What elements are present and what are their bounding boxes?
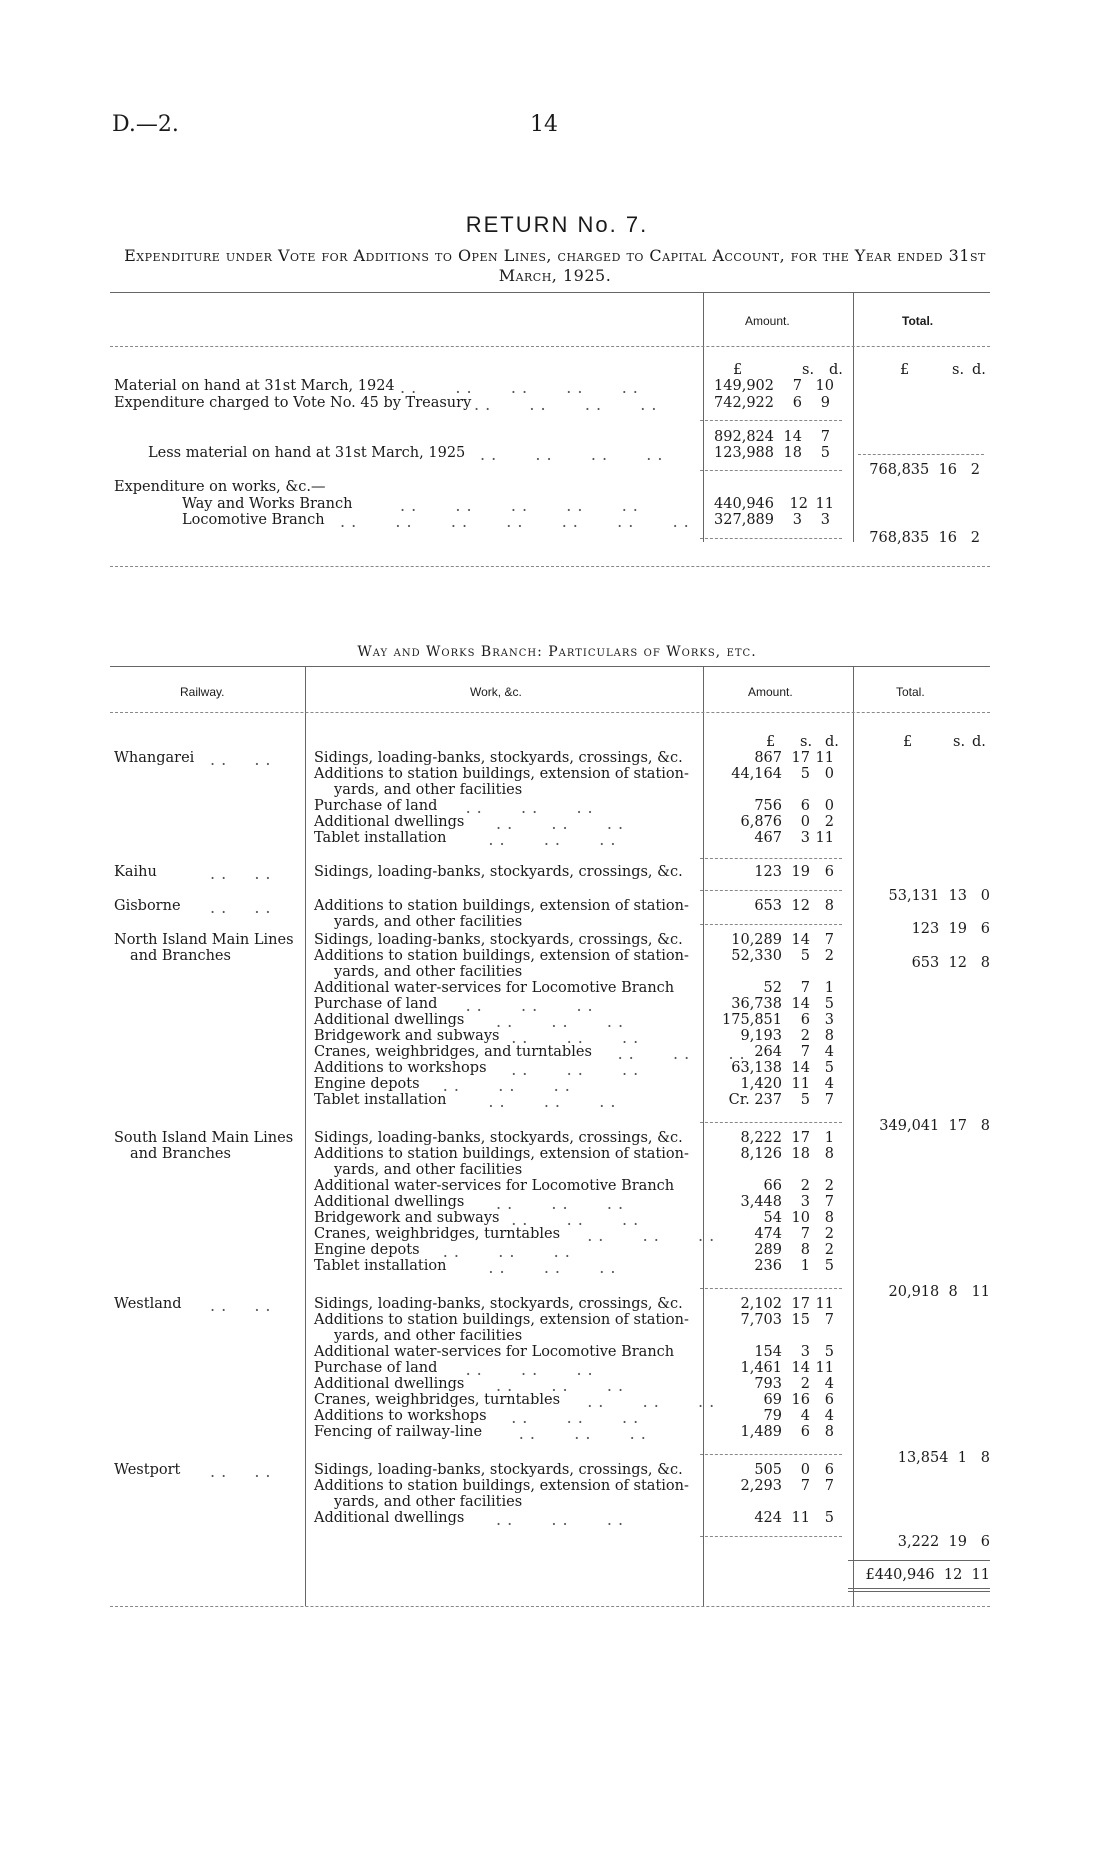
summary-row: Material on hand at 31st March, 1924 .. .. .. .. .. 149,902 7 10 — [114, 378, 834, 397]
amount-pence: 11 — [815, 1360, 834, 1376]
amount-pounds: 264 — [754, 1044, 782, 1060]
table-row: Cranes, weighbridges, turntables .. .. .. 69 16 6 — [314, 1392, 834, 1411]
work-description: Sidings, loading-banks, stockyards, crossings, &c. — [314, 932, 683, 948]
branch-total: 13,854 1 8 — [897, 1450, 990, 1466]
work-description: Additions to station buildings, extension of station- — [314, 898, 689, 914]
amount-shillings: 15 — [791, 1312, 810, 1328]
amount-pounds: 52,330 — [731, 948, 782, 964]
amount-pence: 2 — [824, 1242, 834, 1258]
section-title: Way and Works Branch: Particulars of Works, etc. — [357, 644, 757, 660]
table-row: Tablet installation .. .. .. 236 1 5 — [314, 1258, 834, 1277]
table-row: Engine depots .. .. .. 1,420 11 4 — [314, 1076, 834, 1095]
work-description: Tablet installation — [314, 1258, 447, 1274]
amount-shillings: 6 — [800, 1012, 810, 1028]
amount-shillings: 16 — [791, 1392, 810, 1408]
work-description: Sidings, loading-banks, stockyards, crossings, &c. — [314, 750, 683, 766]
amount-pence: 5 — [824, 1258, 834, 1274]
amount-pounds: 2,293 — [740, 1478, 782, 1494]
amount-pence: 2 — [824, 1178, 834, 1194]
table-row: Cranes, weighbridges, and turntables .. .. .. 264 7 4 — [314, 1044, 834, 1063]
amount-pounds: 123 — [754, 864, 782, 880]
amount-shillings: 7 — [800, 980, 810, 996]
railway-name: and Branches — [130, 1146, 231, 1162]
total-header: Total. — [896, 685, 925, 699]
table-row: Kaihu .. .. Sidings, loading-banks, stockyards, crossings, &c. 123 19 6 — [114, 864, 834, 883]
summary-row: Way and Works Branch .. .. .. .. .. 440,946 12 11 — [182, 496, 834, 515]
summary-label: Locomotive Branch — [182, 512, 325, 528]
table-row: Westport .. .. Sidings, loading-banks, stockyards, crossings, &c. 505 0 6 — [114, 1462, 834, 1481]
summary-row: Less material on hand at 31st March, 1925 .. .. .. .. 123,988 18 5 — [148, 445, 830, 464]
amount-shillings: 8 — [800, 1242, 810, 1258]
table-row — [0, 1162, 1114, 1179]
table-row: Engine depots .. .. .. 289 8 2 — [314, 1242, 834, 1261]
amount-pounds: 36,738 — [731, 996, 782, 1012]
railway-name: Westport — [114, 1462, 181, 1478]
work-description: Sidings, loading-banks, stockyards, crossings, &c. — [314, 864, 683, 880]
table-row: Additional dwellings .. .. .. 6,876 0 2 — [314, 814, 834, 833]
amount-shillings: 3 — [800, 1344, 810, 1360]
amount-pence: 8 — [824, 1210, 834, 1226]
amount-pence: 1 — [824, 980, 834, 996]
amount-shillings: 14 — [791, 932, 810, 948]
amount-pounds: 2,102 — [740, 1296, 782, 1312]
summary-pence: 7 — [820, 429, 830, 445]
summary-pence: 10 — [815, 378, 834, 394]
summary-label: Material on hand at 31st March, 1924 — [114, 378, 395, 394]
amount-shillings: 3 — [800, 830, 810, 846]
amount-shillings: 14 — [791, 1060, 810, 1076]
amount-pence: 6 — [824, 864, 834, 880]
amount-shillings: 6 — [800, 798, 810, 814]
amount-pounds: 1,461 — [740, 1360, 782, 1376]
work-description: Additions to station buildings, extension of station- — [314, 1478, 689, 1494]
table-row: Whangarei .. .. Sidings, loading-banks, stockyards, crossings, &c. 867 17 11 — [114, 750, 834, 769]
amount-pence: 0 — [824, 766, 834, 782]
summary-total-unit-pence: d. — [972, 362, 986, 378]
amount-pounds: 7,703 — [740, 1312, 782, 1328]
work-description: yards, and other facilities — [334, 1328, 523, 1344]
railway-name: North Island Main Lines — [114, 932, 294, 948]
amount-pence: 5 — [824, 1344, 834, 1360]
amount-pence: 4 — [824, 1076, 834, 1092]
amount-shillings: 6 — [800, 1424, 810, 1440]
table-row: Cranes, weighbridges, turntables .. .. .. 474 7 2 — [314, 1226, 834, 1245]
work-description: Additional dwellings — [314, 1376, 465, 1392]
amount-shillings: 1 — [800, 1258, 810, 1274]
summary-total-2: 768,835 16 2 — [869, 530, 980, 546]
work-description: Additional water-services for Locomotive Branch — [314, 1344, 675, 1360]
summary-pounds: 149,902 — [714, 378, 774, 394]
amount-pounds: 8,126 — [740, 1146, 782, 1162]
railway-name: South Island Main Lines — [114, 1130, 294, 1146]
amount-pounds: 653 — [754, 898, 782, 914]
amount-shillings: 5 — [800, 1092, 810, 1108]
work-description: Additions to station buildings, extension of station- — [314, 948, 689, 964]
amount-pence: 6 — [824, 1392, 834, 1408]
amount-shillings: 0 — [800, 814, 810, 830]
work-description: Sidings, loading-banks, stockyards, crossings, &c. — [314, 1462, 683, 1478]
table-row: Westland .. .. Sidings, loading-banks, stockyards, crossings, &c. 2,102 17 11 — [114, 1296, 834, 1315]
amount-shillings: 7 — [800, 1226, 810, 1242]
work-description: yards, and other facilities — [334, 1494, 523, 1510]
summary-pence: 9 — [820, 395, 830, 411]
summary-label: Expenditure charged to Vote No. 45 by Treasury — [114, 395, 472, 411]
amount-shillings: 11 — [791, 1076, 810, 1092]
amount-shillings: 10 — [791, 1210, 810, 1226]
work-description: Fencing of railway-line — [314, 1424, 483, 1440]
amount-pence: 1 — [824, 1130, 834, 1146]
summary-pence: 3 — [820, 512, 830, 528]
amount-shillings: 3 — [800, 1194, 810, 1210]
table-row — [0, 1478, 1114, 1495]
amount-pounds: 6,876 — [740, 814, 782, 830]
amount-pounds: 63,138 — [731, 1060, 782, 1076]
summary-pence: 11 — [815, 496, 834, 512]
work-description: Engine depots — [314, 1076, 420, 1092]
work-description: Additions to workshops — [314, 1060, 487, 1076]
work-description: Purchase of land — [314, 798, 438, 814]
unit-pence: d. — [825, 734, 839, 750]
amount-pence: 8 — [824, 898, 834, 914]
summary-label: Way and Works Branch — [182, 496, 353, 512]
table-row: Tablet installation .. .. .. Cr. 237 5 7 — [314, 1092, 834, 1111]
table-row — [0, 1312, 1114, 1329]
return-subtitle: Expenditure under Vote for Additions to Open Lines, charged to Capital Account, for the Year ended 31st March, 1925. — [124, 246, 986, 285]
amount-pence: 5 — [824, 1510, 834, 1526]
work-description: Purchase of land — [314, 996, 438, 1012]
amount-pence: 11 — [815, 1296, 834, 1312]
amount-shillings: 4 — [800, 1408, 810, 1424]
work-description: yards, and other facilities — [334, 964, 523, 980]
branch-total: 349,041 17 8 — [879, 1118, 990, 1134]
amount-pence: 8 — [824, 1146, 834, 1162]
amount-pounds: 289 — [754, 1242, 782, 1258]
work-description: Engine depots — [314, 1242, 420, 1258]
amount-shillings: 5 — [800, 766, 810, 782]
amount-pence: 8 — [824, 1424, 834, 1440]
unit-pound: £ — [766, 734, 776, 750]
amount-shillings: 17 — [791, 750, 810, 766]
amount-pounds: 236 — [754, 1258, 782, 1274]
table-row: Bridgework and subways .. .. .. 9,193 2 8 — [314, 1028, 834, 1047]
summary-unit-shilling: s. — [802, 362, 815, 378]
page-number: 14 — [530, 112, 558, 137]
table-row: Fencing of railway-line .. .. .. 1,489 6 8 — [314, 1424, 834, 1443]
amount-pounds: 9,193 — [740, 1028, 782, 1044]
work-description: Cranes, weighbridges, and turntables — [314, 1044, 592, 1060]
total-unit-pence: d. — [972, 734, 986, 750]
amount-pounds: 474 — [754, 1226, 782, 1242]
amount-pounds: 8,222 — [740, 1130, 782, 1146]
amount-pounds: 52 — [763, 980, 782, 996]
work-description: Sidings, loading-banks, stockyards, crossings, &c. — [314, 1296, 683, 1312]
summary-total-unit-pound: £ — [900, 362, 910, 378]
summary-shillings: 7 — [792, 378, 802, 394]
summary-amount-header: Amount. — [745, 314, 790, 328]
amount-shillings: 14 — [791, 996, 810, 1012]
branch-total: 53,131 13 0 — [888, 888, 990, 904]
table-row — [0, 1494, 1114, 1511]
table-row: Additions to workshops .. .. .. 79 4 4 — [314, 1408, 834, 1427]
amount-pence: 0 — [824, 798, 834, 814]
work-description: Additional dwellings — [314, 814, 465, 830]
table-row — [0, 782, 1114, 799]
amount-shillings: 2 — [800, 1376, 810, 1392]
work-description: yards, and other facilities — [334, 914, 523, 930]
summary-row: Locomotive Branch .. .. .. .. .. .. .. 327,889 3 3 — [182, 512, 830, 531]
table-row: Tablet installation .. .. .. 467 3 11 — [314, 830, 834, 849]
table-row: Purchase of land .. .. .. 36,738 14 5 — [314, 996, 834, 1015]
amount-shillings: 18 — [791, 1146, 810, 1162]
work-description: Additional water-services for Locomotive Branch — [314, 980, 675, 996]
table-row: Purchase of land .. .. .. 1,461 14 11 — [314, 1360, 834, 1379]
amount-pence: 3 — [824, 1012, 834, 1028]
railway-name: Westland — [114, 1296, 182, 1312]
amount-shillings: 5 — [800, 948, 810, 964]
summary-unit-pence: d. — [829, 362, 843, 378]
amount-pence: 7 — [824, 1312, 834, 1328]
amount-pence: 6 — [824, 1462, 834, 1478]
summary-pounds: 742,922 — [714, 395, 774, 411]
work-description: Additional water-services for Locomotive Branch — [314, 1178, 675, 1194]
work-description: Tablet installation — [314, 1092, 447, 1108]
branch-total: 123 19 6 — [911, 921, 990, 937]
amount-pence: 7 — [824, 1478, 834, 1494]
work-description: Additions to station buildings, extension of station- — [314, 1312, 689, 1328]
railway-header: Railway. — [180, 685, 225, 699]
work-description: Bridgework and subways — [314, 1028, 500, 1044]
amount-pounds: 54 — [763, 1210, 782, 1226]
amount-pounds: 69 — [763, 1392, 782, 1408]
amount-pence: 11 — [815, 830, 834, 846]
amount-pounds: 44,164 — [731, 766, 782, 782]
summary-total-unit-shilling: s. — [952, 362, 965, 378]
summary-shillings: 12 — [789, 496, 808, 512]
table-row: Additions to workshops .. .. .. 63,138 14 5 — [314, 1060, 834, 1079]
work-description: yards, and other facilities — [334, 782, 523, 798]
amount-pence: 7 — [824, 1194, 834, 1210]
amount-pounds: 1,420 — [740, 1076, 782, 1092]
work-description: Bridgework and subways — [314, 1210, 500, 1226]
grand-total: £440,946 12 11 — [865, 1567, 990, 1583]
summary-pounds: 440,946 — [714, 496, 774, 512]
table-row: Purchase of land .. .. .. 756 6 0 — [314, 798, 834, 817]
amount-pence: 11 — [815, 750, 834, 766]
work-description: Tablet installation — [314, 830, 447, 846]
table-row: Additional dwellings .. .. .. 3,448 3 7 — [314, 1194, 834, 1213]
table-row: Additional dwellings .. .. .. 175,851 6 3 — [314, 1012, 834, 1031]
summary-row: Expenditure charged to Vote No. 45 by Treasury .. .. .. .. 742,922 6 9 — [114, 395, 830, 414]
amount-pounds: 756 — [754, 798, 782, 814]
table-row: Gisborne .. .. Additions to station buildings, extension of station- 653 12 8 — [114, 898, 834, 917]
summary-row — [0, 429, 1114, 446]
document-code: D.—2. — [112, 112, 179, 137]
amount-shillings: 17 — [791, 1130, 810, 1146]
work-description: Additional dwellings — [314, 1194, 465, 1210]
table-row: Additional dwellings .. .. .. 424 11 5 — [314, 1510, 834, 1529]
amount-pence: 7 — [824, 1092, 834, 1108]
table-row — [0, 980, 1114, 997]
amount-pence: 8 — [824, 1028, 834, 1044]
amount-pounds: 154 — [754, 1344, 782, 1360]
railway-name: Whangarei — [114, 750, 195, 766]
amount-pounds: 424 — [754, 1510, 782, 1526]
amount-pence: 2 — [824, 814, 834, 830]
work-description: Sidings, loading-banks, stockyards, crossings, &c. — [314, 1130, 683, 1146]
amount-pence: 5 — [824, 996, 834, 1012]
total-unit-pound: £ — [903, 734, 913, 750]
summary-pounds: 327,889 — [714, 512, 774, 528]
summary-shillings: 18 — [783, 445, 802, 461]
return-title: RETURN No. 7. — [465, 212, 649, 237]
summary-shillings: 3 — [792, 512, 802, 528]
table-row — [0, 766, 1114, 783]
table-row — [0, 1146, 1114, 1163]
summary-label: Less material on hand at 31st March, 1925 — [148, 445, 466, 461]
table-row — [0, 1344, 1114, 1361]
amount-pounds: 175,851 — [722, 1012, 782, 1028]
amount-pence: 2 — [824, 1226, 834, 1242]
work-description: yards, and other facilities — [334, 1162, 523, 1178]
amount-pence: 4 — [824, 1376, 834, 1392]
amount-pounds: 79 — [763, 1408, 782, 1424]
total-unit-shilling: s. — [953, 734, 966, 750]
amount-header: Amount. — [748, 685, 793, 699]
work-description: Additions to workshops — [314, 1408, 487, 1424]
work-description: Additional dwellings — [314, 1510, 465, 1526]
unit-shilling: s. — [800, 734, 813, 750]
amount-pounds: 867 — [754, 750, 782, 766]
branch-total: 20,918 8 11 — [888, 1284, 990, 1300]
summary-shillings: 14 — [783, 429, 802, 445]
summary-label: Expenditure on works, &c.— — [114, 479, 326, 495]
work-description: Additional dwellings — [314, 1012, 465, 1028]
amount-pounds: 10,289 — [731, 932, 782, 948]
summary-pounds: 123,988 — [714, 445, 774, 461]
table-row: Additional dwellings .. .. .. 793 2 4 — [314, 1376, 834, 1395]
summary-total-1: 768,835 16 2 — [869, 462, 980, 478]
amount-pounds: 3,448 — [740, 1194, 782, 1210]
amount-shillings: 2 — [800, 1028, 810, 1044]
amount-pence: 5 — [824, 1060, 834, 1076]
work-description: Additions to station buildings, extension of station- — [314, 1146, 689, 1162]
amount-pounds: 66 — [763, 1178, 782, 1194]
amount-shillings: 2 — [800, 1178, 810, 1194]
amount-shillings: 0 — [800, 1462, 810, 1478]
amount-pence: 7 — [824, 932, 834, 948]
work-description: Purchase of land — [314, 1360, 438, 1376]
amount-shillings: 14 — [791, 1360, 810, 1376]
amount-pounds: 505 — [754, 1462, 782, 1478]
amount-shillings: 12 — [791, 898, 810, 914]
amount-pence: 2 — [824, 948, 834, 964]
work-description: Cranes, weighbridges, turntables — [314, 1392, 561, 1408]
amount-shillings: 11 — [791, 1510, 810, 1526]
branch-total: 3,222 19 6 — [897, 1534, 990, 1550]
table-row — [0, 1328, 1114, 1345]
summary-pence: 5 — [820, 445, 830, 461]
amount-shillings: 7 — [800, 1478, 810, 1494]
amount-shillings: 7 — [800, 1044, 810, 1060]
summary-row — [0, 479, 1114, 496]
summary-unit-pound: £ — [733, 362, 743, 378]
table-row: Bridgework and subways .. .. .. 54 10 8 — [314, 1210, 834, 1229]
table-row — [0, 1178, 1114, 1195]
amount-pence: 4 — [824, 1044, 834, 1060]
amount-shillings: 19 — [791, 864, 810, 880]
summary-shillings: 6 — [792, 395, 802, 411]
amount-pounds: 793 — [754, 1376, 782, 1392]
railway-name: Gisborne — [114, 898, 181, 914]
amount-shillings: 17 — [791, 1296, 810, 1312]
branch-total: 653 12 8 — [911, 955, 990, 971]
amount-pounds: 1,489 — [740, 1424, 782, 1440]
work-header: Work, &c. — [470, 685, 522, 699]
work-description: Additions to station buildings, extension of station- — [314, 766, 689, 782]
amount-pounds: 467 — [754, 830, 782, 846]
railway-name: Kaihu — [114, 864, 157, 880]
summary-pounds: 892,824 — [714, 429, 774, 445]
amount-pence: 4 — [824, 1408, 834, 1424]
summary-total-header: Total. — [902, 314, 934, 328]
amount-pounds: Cr. 237 — [728, 1092, 782, 1108]
work-description: Cranes, weighbridges, turntables — [314, 1226, 561, 1242]
railway-name: and Branches — [130, 948, 231, 964]
